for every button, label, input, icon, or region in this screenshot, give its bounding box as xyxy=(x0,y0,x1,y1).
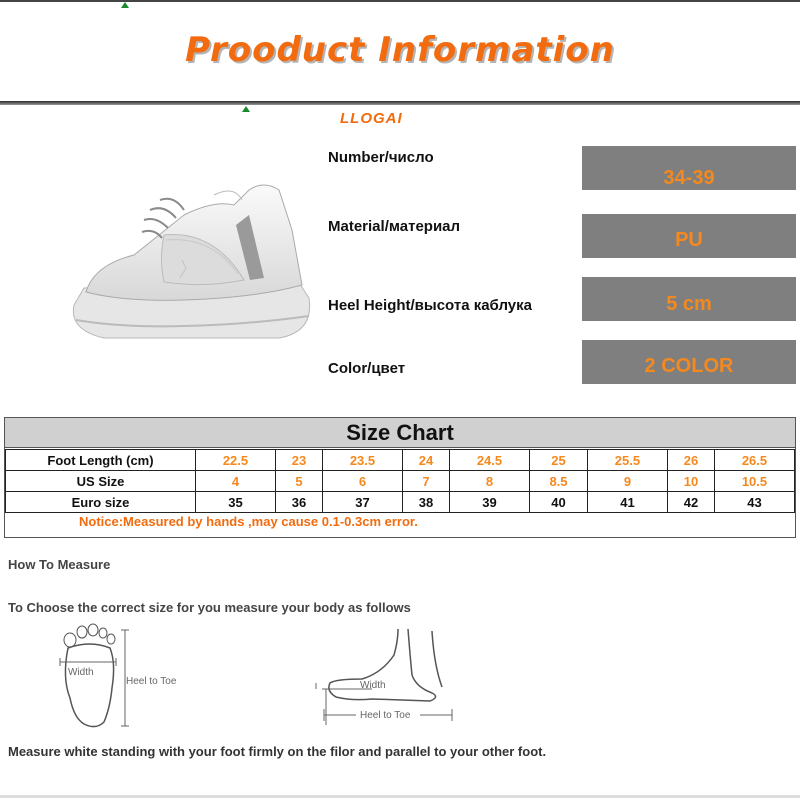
table-cell: 24 xyxy=(402,450,449,471)
page-title: Prooduct Information xyxy=(185,30,615,70)
spec-label-number: Number/число xyxy=(328,149,434,166)
spec-label-color: Color/цвет xyxy=(328,360,406,377)
table-cell: 10 xyxy=(667,471,714,492)
heel-to-toe-label: Heel to Toe xyxy=(126,676,177,687)
table-cell: 35 xyxy=(196,492,276,513)
measurement-notice: Notice:Measured by hands ,may cause 0.1-0.3cm error. xyxy=(79,514,418,529)
foot-top-view-diagram xyxy=(40,618,200,738)
width-label: Width xyxy=(360,680,386,691)
size-chart-title: Size Chart xyxy=(5,418,795,448)
table-cell: 24.5 xyxy=(450,450,530,471)
spec-value-heel-height: 5 cm xyxy=(582,277,796,321)
table-cell: 26 xyxy=(667,450,714,471)
table-cell: 23.5 xyxy=(323,450,403,471)
table-cell: 38 xyxy=(402,492,449,513)
decor-tick xyxy=(242,106,250,112)
table-cell: 40 xyxy=(529,492,587,513)
sneaker-image xyxy=(64,170,324,350)
size-table xyxy=(5,449,795,513)
table-cell: 9 xyxy=(587,471,667,492)
spec-value-material: PU xyxy=(582,214,796,258)
table-cell: 23 xyxy=(275,450,322,471)
table-cell: 6 xyxy=(323,471,403,492)
width-label: Width xyxy=(68,667,94,678)
table-cell: 22.5 xyxy=(196,450,276,471)
table-cell: 26.5 xyxy=(714,450,794,471)
table-row-us-size xyxy=(6,471,795,492)
foot-side-view-diagram xyxy=(312,625,472,730)
table-cell: 4 xyxy=(196,471,276,492)
decor-tick xyxy=(121,2,129,8)
table-cell: 7 xyxy=(402,471,449,492)
table-cell: 5 xyxy=(275,471,322,492)
table-cell: 25 xyxy=(529,450,587,471)
table-cell: 41 xyxy=(587,492,667,513)
table-cell: 43 xyxy=(714,492,794,513)
row-label: US Size xyxy=(6,471,196,492)
table-cell: 10.5 xyxy=(714,471,794,492)
spec-label-material: Material/материал xyxy=(328,218,461,235)
measure-instruction: To Choose the correct size for you measure your body as follows xyxy=(8,600,411,615)
table-cell: 8 xyxy=(450,471,530,492)
spec-label-heel-height: Heel Height/высота каблука xyxy=(328,297,532,314)
table-cell: 39 xyxy=(450,492,530,513)
title-divider xyxy=(0,101,800,105)
top-border xyxy=(0,0,800,2)
table-cell: 25.5 xyxy=(587,450,667,471)
table-row-foot-length xyxy=(6,450,795,471)
table-cell: 36 xyxy=(275,492,322,513)
brand-name: LLOGAI xyxy=(340,110,403,127)
row-label: Foot Length (cm) xyxy=(6,450,196,471)
heel-to-toe-label: Heel to Toe xyxy=(360,710,411,721)
size-chart xyxy=(4,417,796,538)
table-row-euro-size xyxy=(6,492,795,513)
table-cell: 37 xyxy=(323,492,403,513)
table-cell: 42 xyxy=(667,492,714,513)
bottom-border xyxy=(0,795,800,798)
row-label: Euro size xyxy=(6,492,196,513)
table-cell: 8.5 xyxy=(529,471,587,492)
measure-note: Measure white standing with your foot firmly on the filor and parallel to your other foot. xyxy=(8,744,547,759)
how-to-measure-heading: How To Measure xyxy=(8,557,111,572)
spec-value-color: 2 COLOR xyxy=(582,340,796,384)
spec-value-number: 34-39 xyxy=(582,146,796,190)
